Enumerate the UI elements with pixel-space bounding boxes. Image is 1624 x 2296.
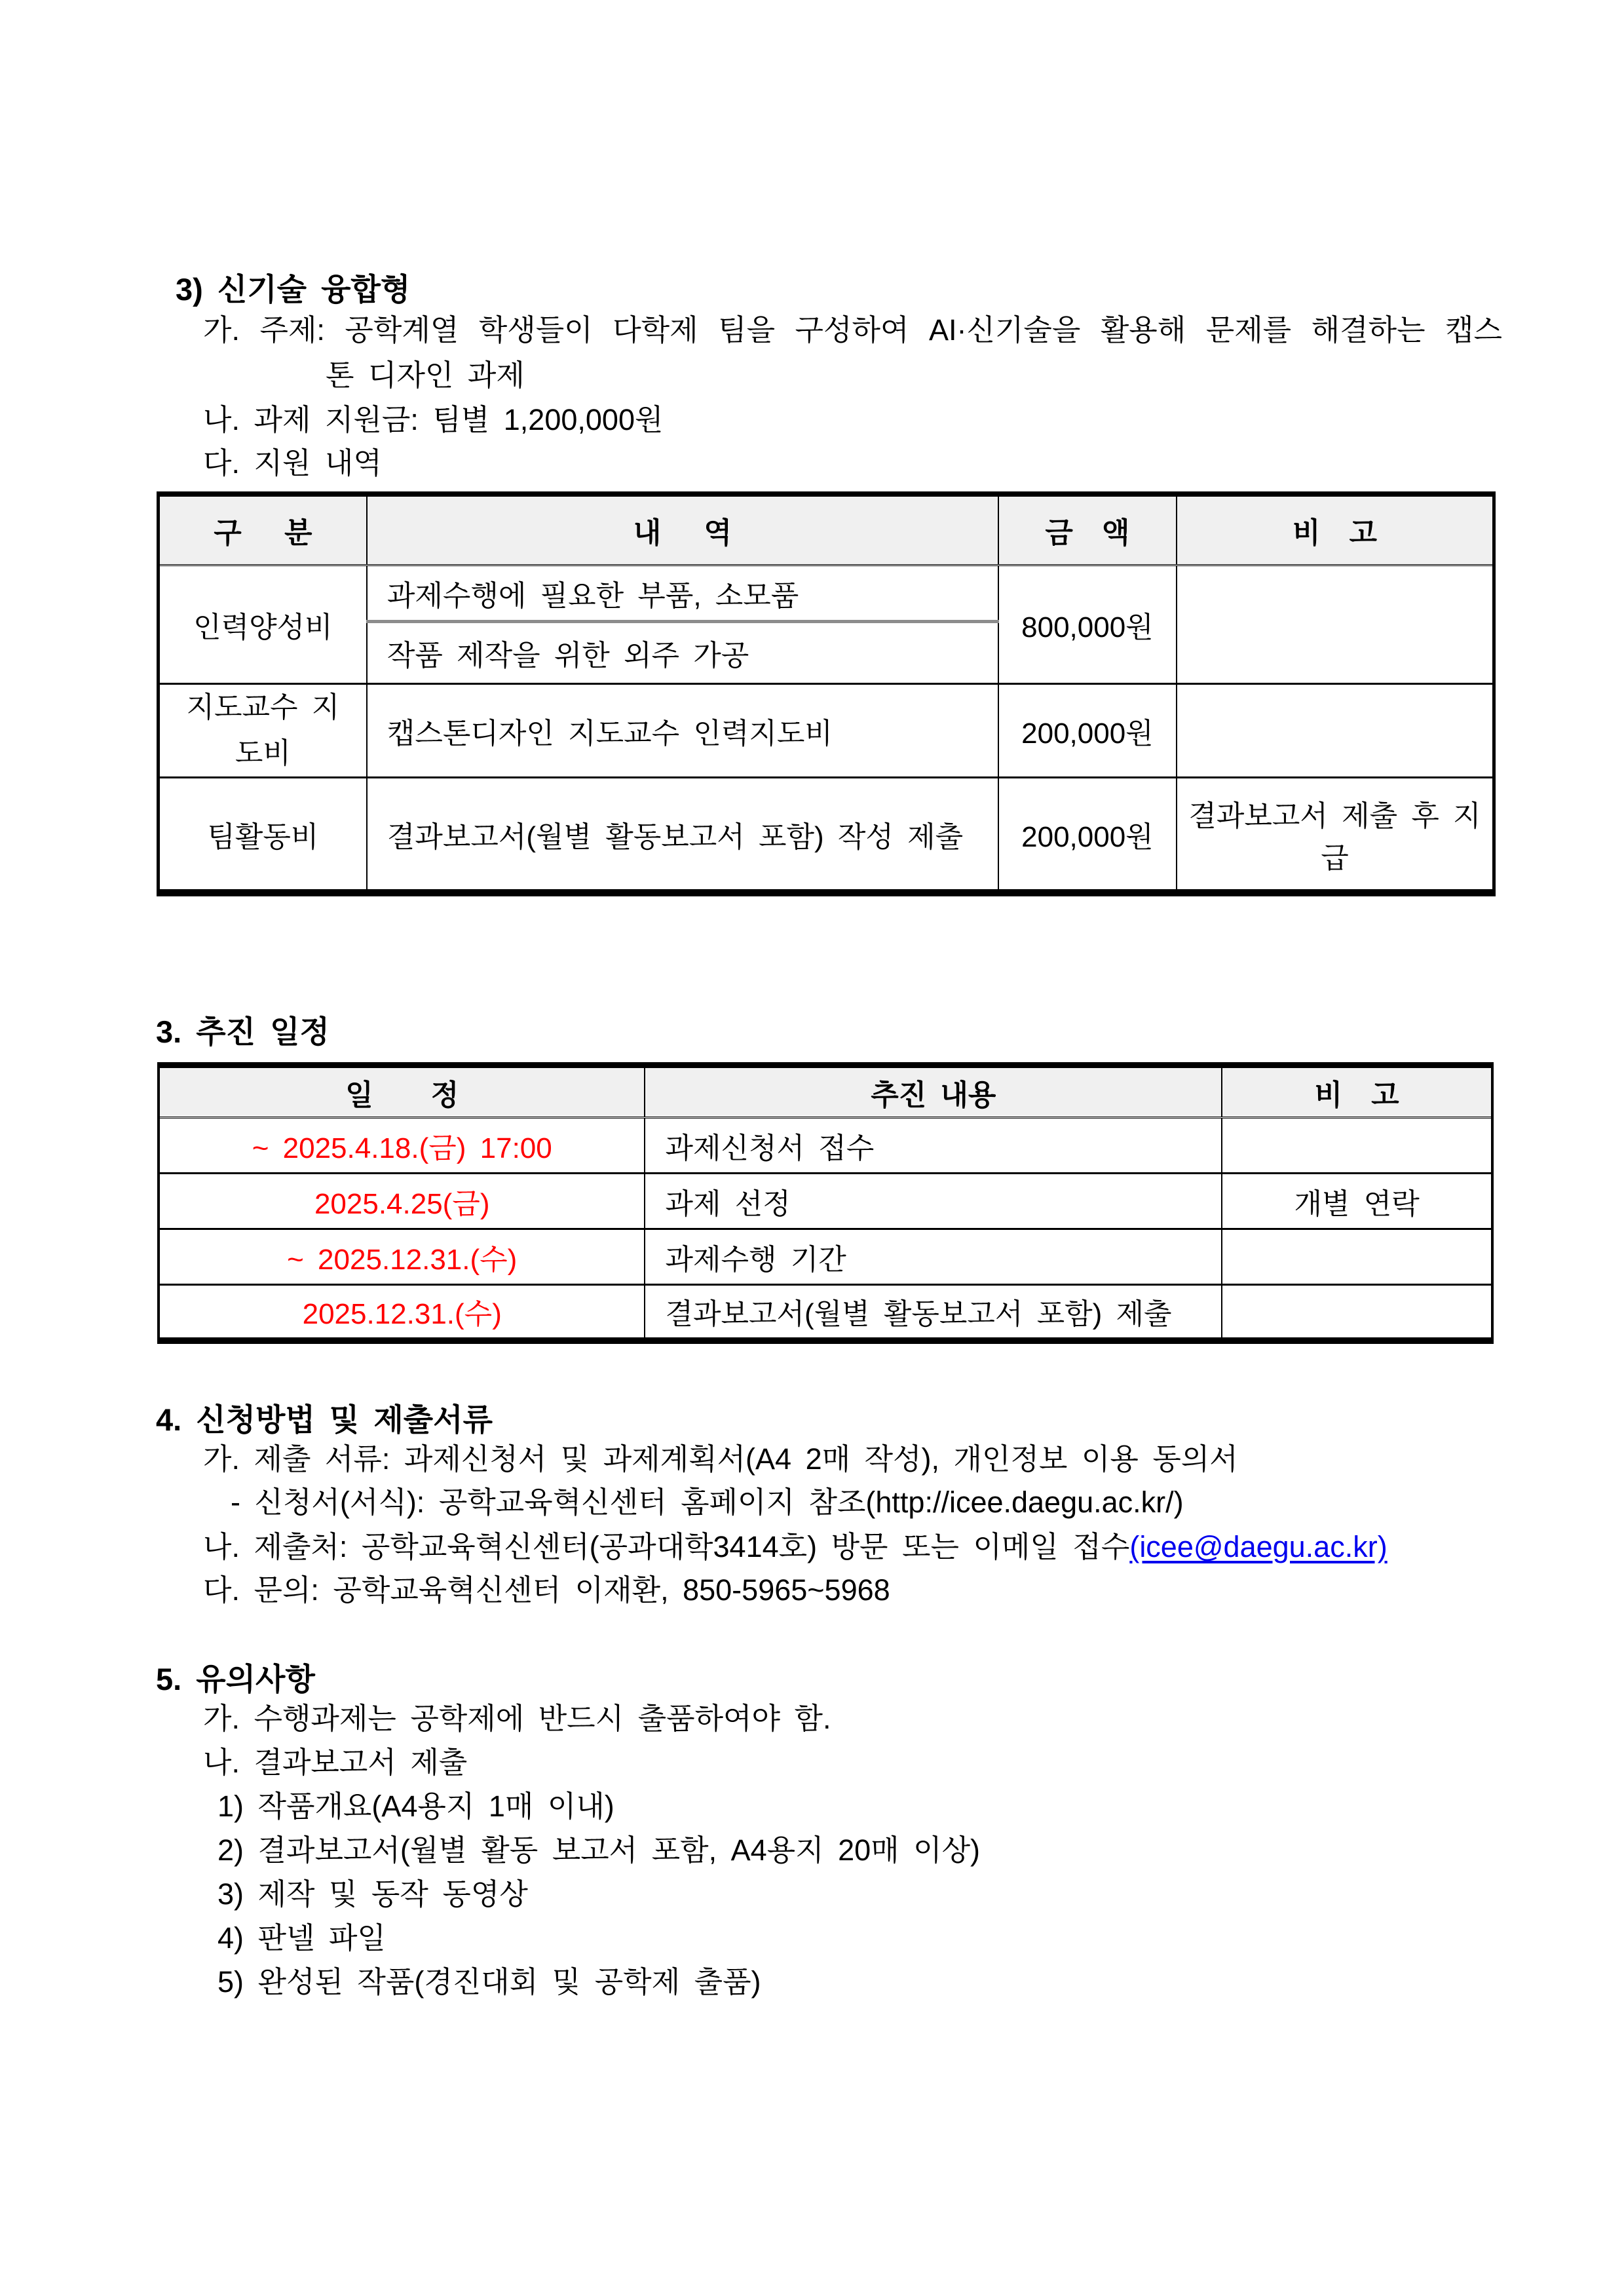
schedule-date-2: ~ 2025.12.31.(수) <box>159 1229 645 1285</box>
schedule-header-date: 일 정 <box>159 1065 645 1118</box>
notes-exhibit-line: 가. 수행과제는 공학제에 반드시 출품하여야 함. <box>203 1702 831 1735</box>
apply-submit-text: 나. 제출처: 공학교육혁신센터(공과대학3414호) 방문 또는 이메일 접수 <box>203 1530 1130 1563</box>
support-amount-advisor: 200,000원 <box>998 683 1177 778</box>
schedule-note-2 <box>1222 1229 1492 1285</box>
table-row <box>159 565 1494 621</box>
subsection-heading-new-tech: 3) 신기술 융합형 <box>176 272 411 307</box>
support-amount-team: 200,000원 <box>998 778 1177 893</box>
schedule-content-2: 과제수행 기간 <box>645 1229 1222 1285</box>
support-amount-manpower: 800,000원 <box>998 565 1177 683</box>
schedule-table-header-row <box>159 1065 1492 1118</box>
notes-sub-item-5: 5) 완성된 작품(경진대회 및 공학제 출품) <box>217 1965 761 1999</box>
support-table-header-row <box>159 494 1494 565</box>
support-detail-team: 결과보고서(월별 활동보고서 포함) 작성 제출 <box>367 778 998 893</box>
table-row <box>159 778 1494 893</box>
notes-sub-item-2: 2) 결과보고서(월별 활동 보고서 포함, A4용지 20매 이상) <box>217 1833 981 1867</box>
table-row <box>159 1229 1492 1285</box>
schedule-note-3 <box>1222 1285 1492 1341</box>
schedule-content-1: 과제 선정 <box>645 1174 1222 1229</box>
support-header-detail: 내 역 <box>367 494 998 565</box>
topic-line-1: 가. 주제: 공학계열 학생들이 다학제 팀을 구성하여 AI·신기술을 활용해 문제를 해결하는 캡스 <box>203 313 1502 347</box>
schedule-note-0 <box>1222 1118 1492 1174</box>
support-category-advisor: 지도교수 지도비 <box>159 683 367 778</box>
table-row <box>159 683 1494 778</box>
support-category-manpower: 인력양성비 <box>159 565 367 683</box>
schedule-content-3: 결과보고서(월별 활동보고서 포함) 제출 <box>645 1285 1222 1341</box>
notes-report-line: 나. 결과보고서 제출 <box>203 1746 468 1779</box>
notes-sub-item-3: 3) 제작 및 동작 동영상 <box>217 1877 528 1911</box>
apply-submit-line <box>203 1529 1388 1565</box>
table-row <box>159 1174 1492 1229</box>
support-category-team: 팀활동비 <box>159 778 367 893</box>
support-detail-table <box>157 491 1496 896</box>
notes-sub-item-4: 4) 판넬 파일 <box>217 1921 386 1955</box>
topic-line-2: 톤 디자인 과제 <box>326 358 525 392</box>
schedule-date-0: ~ 2025.4.18.(금) 17:00 <box>159 1118 645 1174</box>
schedule-content-0: 과제신청서 접수 <box>645 1118 1222 1174</box>
notes-sub-item-1: 1) 작품개요(A4용지 1매 이내) <box>217 1789 614 1823</box>
support-note-advisor <box>1177 683 1494 778</box>
support-detail-parts: 과제수행에 필요한 부품, 소모품 <box>367 565 998 621</box>
schedule-note-1: 개별 연락 <box>1222 1174 1492 1229</box>
apply-documents-line: 가. 제출 서류: 과제신청서 및 과제계획서(A4 2매 작성), 개인정보 이용 동의서 <box>203 1442 1238 1476</box>
apply-contact-line: 다. 문의: 공학교육혁신센터 이재환, 850-5965~5968 <box>203 1573 890 1607</box>
support-detail-label: 다. 지원 내역 <box>203 446 382 480</box>
schedule-date-1: 2025.4.25(금) <box>159 1174 645 1229</box>
section-heading-apply: 4. 신청방법 및 제출서류 <box>156 1402 493 1437</box>
support-note-manpower <box>1177 565 1494 683</box>
email-link[interactable]: (icee@daegu.ac.kr) <box>1129 1530 1388 1563</box>
support-detail-advisor: 캡스톤디자인 지도교수 인력지도비 <box>367 683 998 778</box>
schedule-date-3: 2025.12.31.(수) <box>159 1285 645 1341</box>
table-row <box>159 1285 1492 1341</box>
schedule-table <box>157 1062 1494 1344</box>
support-header-amount: 금 액 <box>998 494 1177 565</box>
support-header-note: 비 고 <box>1177 494 1494 565</box>
support-note-team: 결과보고서 제출 후 지급 <box>1177 778 1494 893</box>
schedule-header-content: 추진 내용 <box>645 1065 1222 1118</box>
section-heading-schedule: 3. 추진 일정 <box>156 1014 330 1049</box>
apply-form-line: - 신청서(서식): 공학교육혁신센터 홈페이지 참조(http://icee.daegu.ac.kr/) <box>231 1485 1184 1519</box>
grant-amount-line: 나. 과제 지원금: 팀별 1,200,000원 <box>203 403 664 436</box>
support-header-category: 구 분 <box>159 494 367 565</box>
schedule-header-note: 비 고 <box>1222 1065 1492 1118</box>
support-detail-outsourcing: 작품 제작을 위한 외주 가공 <box>367 621 998 683</box>
section-heading-notes: 5. 유의사항 <box>156 1662 315 1696</box>
table-row <box>159 1118 1492 1174</box>
